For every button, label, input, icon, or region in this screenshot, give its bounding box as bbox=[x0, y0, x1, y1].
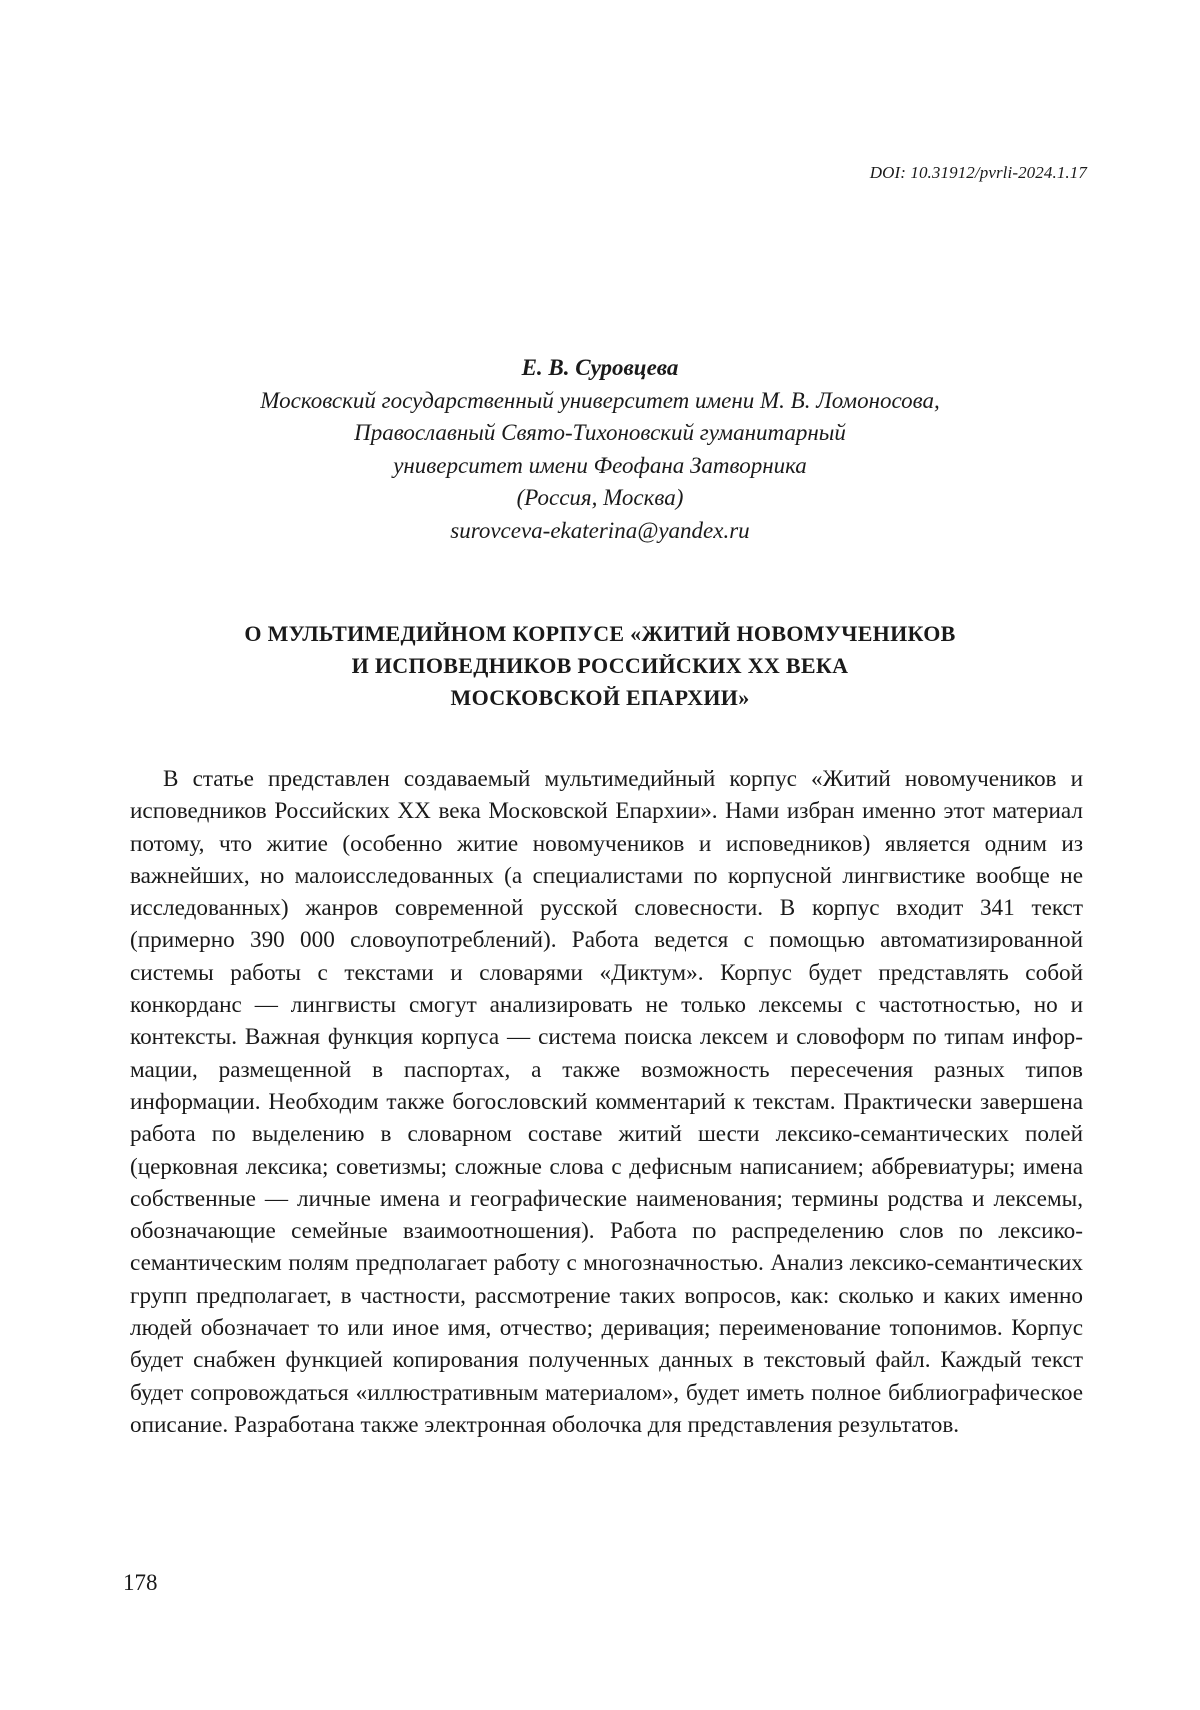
author-block bbox=[0, 352, 1200, 547]
author-name: Е. В. Суровцева bbox=[521, 355, 679, 380]
page-number: 178 bbox=[123, 1570, 158, 1595]
doi-label: DOI: 10.31912/pvrli-2024.1.17 bbox=[869, 163, 1087, 182]
article-title-line: И ИСПОВЕДНИКОВ РОССИЙСКИХ XX ВЕКА bbox=[351, 653, 849, 678]
affiliation-location: (Россия, Москва) bbox=[516, 485, 684, 510]
affiliation-line: Московский государственный университет имени М. В. Ломоносова, bbox=[260, 387, 940, 413]
affiliation-line: Православный Свято-Тихоновский гуманитарный bbox=[354, 420, 846, 445]
article-title-line: МОСКОВСКОЙ ЕПАРХИИ» bbox=[450, 685, 750, 710]
article-title-line: О МУЛЬТИМЕДИЙНОМ КОРПУСЕ «ЖИТИЙ НОВОМУЧЕНИКОВ bbox=[244, 621, 956, 646]
affiliation-line: университет имени Феофана Затворника bbox=[393, 452, 807, 478]
article-title bbox=[0, 618, 1200, 714]
abstract-paragraph: В статье представлен создаваемый мультимедийный корпус «Житий новомучеников и исповедников Российских XX века Московской Епархии». Нами избран именно этот материал потому, что житие (особенно житие новомучеников и исповедников) является одним из важнейших, но малоисследованных (а специалистами по корпусной лингвистике вообще не исследованных) жанров современной русской словесности. В корпус входит 341 текст (примерно 390 000 словоупотреблений). Работа ведется с помощью автоматизированной системы работы с текстами и словарями «Диктум». Корпус будет представлять собой конкорданс — лингвисты смогут анализировать не только лексемы с частотностью, но и контексты. Важная функция корпуса — система поиска лексем и словоформ по типам информации, размещенной в паспортах, а также возможность пересечения разных типов информации. Необходим также богословский комментарий к текстам. Практически завершена работа по выделению в словарном составе житий шести лексико-семантических полей (церковная лексика; советизмы; сложные слова с дефисным написанием; аббревиатуры; имена собственные — личные имена и географические наименования; термины родства и лексемы, обозначающие семейные взаимоотношения). Работа по распределению слов по лексико-семантическим полям предполагает работу с многозначностью. Анализ лексико-семантических групп предполагает, в частности, рассмотрение таких вопросов, как: сколько и каких именно людей обозначает то или иное имя, отчество; деривация; переименование топонимов. Корпус будет снабжен функцией копирования полученных данных в текстовый файл. Каждый текст будет сопровождаться «иллюстративным материалом», будет иметь полное библиографическое описание. Разработана также электронная оболочка для представления результатов. bbox=[130, 766, 1083, 1438]
author-email[interactable]: surovceva-ekaterina@yandex.ru bbox=[450, 517, 750, 543]
